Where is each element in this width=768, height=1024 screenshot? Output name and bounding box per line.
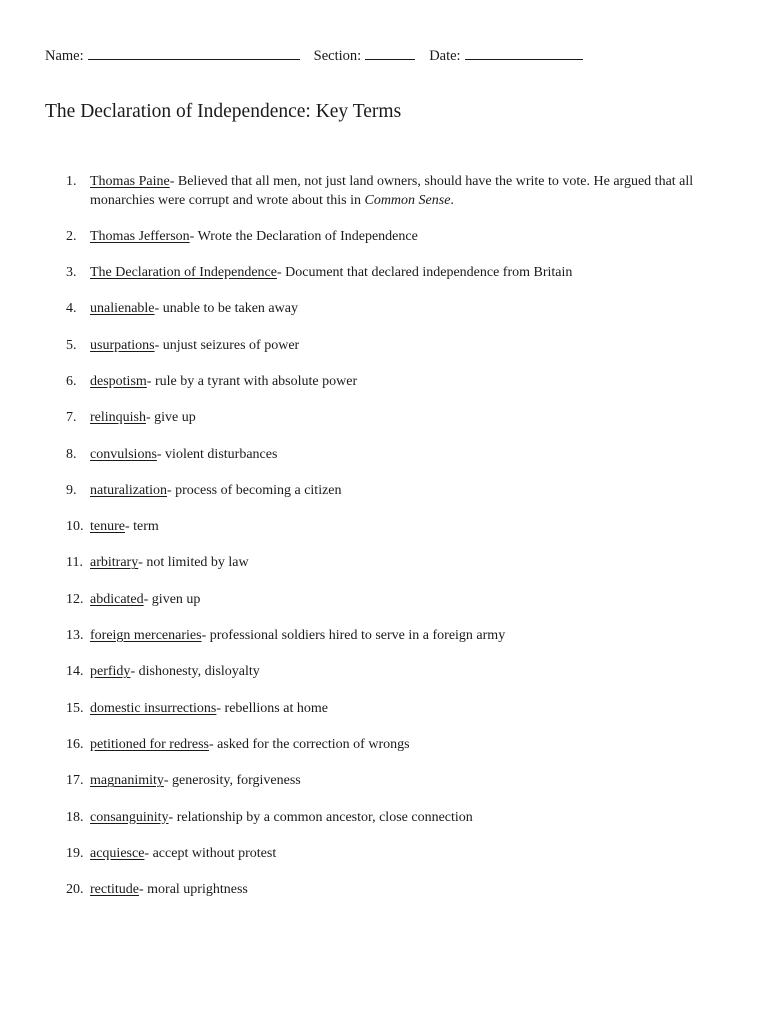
definition: - given up (143, 591, 201, 607)
list-item (66, 700, 706, 719)
date-blank (465, 46, 583, 60)
term: tenure (90, 519, 125, 535)
name-blank (88, 46, 300, 60)
list-item (66, 373, 706, 392)
definition: - Wrote the Declaration of Independence (189, 228, 418, 244)
item-number: 18. (66, 809, 84, 825)
list-item (66, 518, 706, 537)
item-number: 3. (66, 265, 77, 281)
term: abdicated (90, 591, 144, 607)
definition-end: . (450, 192, 454, 208)
definition: - generosity, forgiveness (163, 773, 301, 789)
page-title: The Declaration of Independence: Key Terms (45, 101, 402, 122)
term: domestic insurrections (90, 700, 217, 716)
list-item (66, 736, 706, 755)
section-label: Section: (313, 48, 362, 64)
list-item (66, 663, 706, 682)
section-blank (365, 46, 415, 60)
term: foreign mercenaries (90, 628, 202, 644)
list-item (66, 264, 706, 283)
term: despotism (90, 373, 147, 389)
term: magnanimity (90, 773, 164, 789)
definition: - moral uprightness (138, 882, 248, 898)
definition: - accept without protest (144, 845, 277, 861)
item-number: 1. (66, 174, 77, 189)
item-number: 9. (66, 482, 77, 498)
term: consanguinity (90, 809, 169, 825)
list-item (66, 173, 706, 210)
item-number: 16. (66, 736, 84, 752)
definition: - process of becoming a citizen (166, 482, 342, 498)
definition: - Document that declared independence from Britain (276, 265, 573, 281)
definition: - give up (146, 410, 196, 426)
key-terms-list (66, 173, 706, 917)
item-number: 15. (66, 700, 84, 716)
item-number: 2. (66, 228, 77, 244)
definition: - unable to be taken away (154, 301, 298, 317)
item-number: 12. (66, 591, 84, 607)
definition: - not limited by law (138, 555, 249, 571)
item-number: 7. (66, 410, 77, 426)
term: The Declaration of Independence (90, 265, 277, 281)
definition: - rebellions at home (216, 700, 328, 716)
term: arbitrary (90, 555, 139, 571)
list-item (66, 337, 706, 356)
item-number: 5. (66, 337, 77, 353)
item-number: 13. (66, 628, 84, 644)
term: naturalization (90, 482, 167, 498)
definition: - term (124, 519, 159, 535)
item-number: 4. (66, 301, 77, 317)
definition: - asked for the correction of wrongs (208, 736, 410, 752)
term: perfidy (90, 664, 131, 680)
list-item (66, 300, 706, 319)
item-number: 19. (66, 845, 84, 861)
date-field (429, 46, 582, 65)
item-number: 10. (66, 519, 84, 535)
name-field (45, 46, 300, 65)
book-title: Common Sense (364, 192, 451, 208)
list-item (66, 409, 706, 428)
student-info-header (45, 46, 583, 65)
term: acquiesce (90, 845, 145, 861)
list-item (66, 627, 706, 646)
section-field (314, 46, 416, 65)
term: petitioned for redress (90, 736, 209, 752)
date-label: Date: (429, 48, 461, 64)
definition: - relationship by a common ancestor, close connection (168, 809, 473, 825)
name-label: Name: (45, 48, 84, 64)
list-item (66, 228, 706, 247)
term: rectitude (90, 882, 139, 898)
definition: - Believed that all men, not just land owners, should have the write to vote. He argued that all monarchies were corrupt and wrote about this in (90, 174, 694, 208)
term: convulsions (90, 446, 157, 462)
item-number: 14. (66, 664, 84, 680)
list-item (66, 845, 706, 864)
item-number: 17. (66, 773, 84, 789)
term: relinquish (90, 410, 146, 426)
item-number: 11. (66, 555, 83, 571)
list-item (66, 591, 706, 610)
list-item (66, 554, 706, 573)
item-number: 20. (66, 882, 84, 898)
list-item (66, 446, 706, 465)
item-number: 6. (66, 373, 77, 389)
item-number: 8. (66, 446, 77, 462)
definition: - rule by a tyrant with absolute power (146, 373, 358, 389)
list-item (66, 482, 706, 501)
definition: - violent disturbances (156, 446, 278, 462)
list-item (66, 772, 706, 791)
list-item (66, 809, 706, 828)
definition: - unjust seizures of power (154, 337, 300, 353)
list-item (66, 881, 706, 900)
definition: - dishonesty, disloyalty (130, 664, 260, 680)
term: unalienable (90, 301, 155, 317)
term: Thomas Paine (90, 174, 170, 189)
term: Thomas Jefferson (90, 228, 190, 244)
term: usurpations (90, 337, 155, 353)
definition: - professional soldiers hired to serve in a foreign army (201, 628, 506, 644)
